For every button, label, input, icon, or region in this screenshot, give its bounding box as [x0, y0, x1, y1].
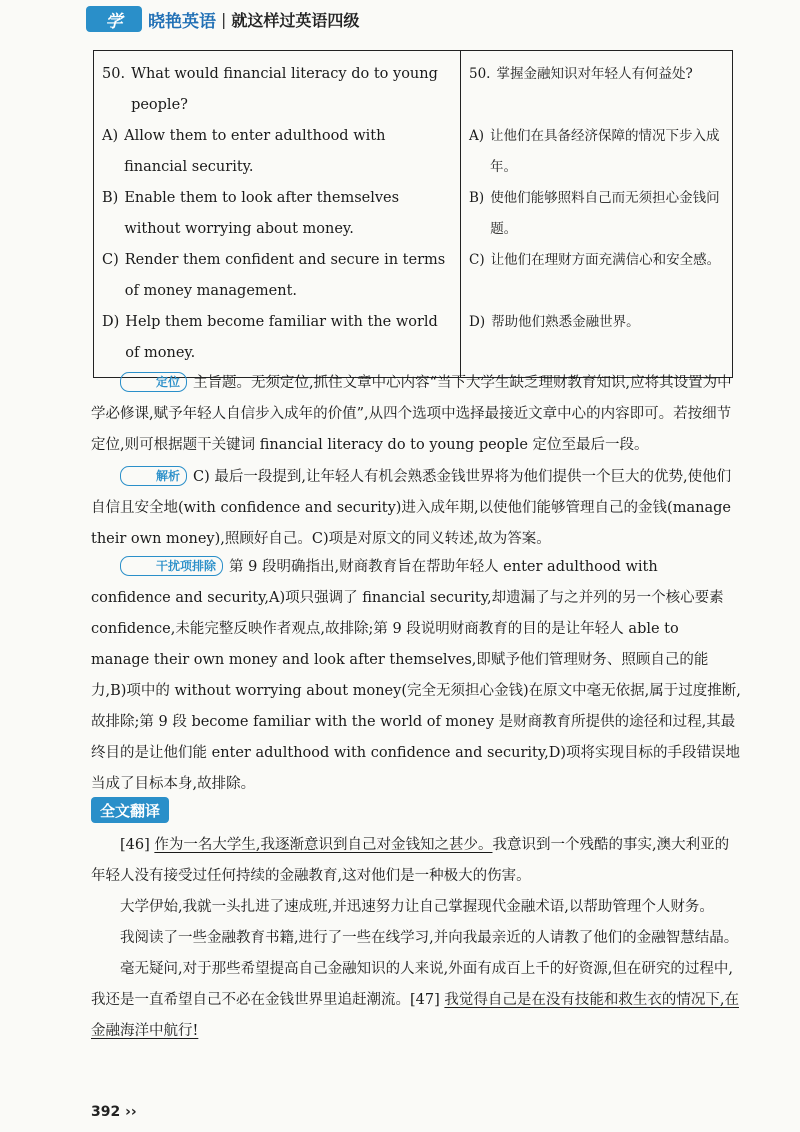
translation-heading: 全文翻译: [91, 797, 169, 823]
question-stem-zh: 50. 掌握金融知识对年轻人有何益处?: [469, 66, 693, 82]
distractor-section: [91, 552, 741, 800]
option-c-zh: C) 让他们在理财方面充满信心和安全感。: [469, 252, 721, 268]
translation-paragraph-2: 大学伊始,我就一头扎进了速成班,并迅速努力让自己掌握现代金融术语,以帮助管理个人财务。: [120, 899, 714, 915]
option-b-en: B) Enable them to look after themselves without worrying about money.: [102, 190, 400, 237]
option-a-en: A) Allow them to enter adulthood with financial security.: [102, 128, 386, 175]
question-chinese: [461, 51, 733, 378]
option-d-en: D) Help them become familiar with the world of money.: [102, 314, 438, 361]
answer-label: C): [193, 469, 210, 485]
translation-paragraph-1: [46] 作为一名大学生,我逐渐意识到自己对金钱知之甚少。我意识到一个残酷的事实,澳大利亚的年轻人没有接受过任何持续的金融教育,这对他们是一种极大的伤害。: [91, 837, 730, 884]
distractor-text: 第 9 段明确指出,财商教育旨在帮助年轻人 enter adulthood with confidence and security,A)项只强调了 financial security,却遗漏了与之并列的另一个核心要素 confidence,未能完整反映作者观点,故排除;第 9 段说明财商教育的目的是让年轻人 able to manage their own money and look after themselves,即赋予他们管理财务、照顾自己的能力,B)项中的 without worrying about money(完全无须担心金钱)在原文中毫无依据,属于过度推断,故排除;第 9 段 become familiar with the world of money 是财商教育所提供的途径和过程,其最终目的是让他们能 enter adulthood with confidence and security,D)项将实现目标的手段错误地当成了目标本身,故排除。: [91, 559, 741, 792]
arrow-icon: ››: [125, 1104, 137, 1120]
book-title: 就这样过英语四级: [231, 10, 360, 30]
translation-paragraph-4: 毫无疑问,对于那些希望提高自己金融知识的人来说,外面有成百上千的好资源,但在研究的过程中,我还是一直希望自己不必在金钱世界里追赶潮流。[47] 我觉得自己是在没有技能和救生衣的情况下,在金融海洋中航行!: [91, 961, 739, 1039]
locate-text: 主旨题。无须定位,抓住文章中心内容“当下大学生缺乏理财教育知识,应将其设置为中学必修课,赋予年轻人自信步入成年的价值”,从四个选项中选择最接近文章中心的内容即可。若按细节定位,则可根据题干关键词 financial literacy do to young people 定位至最后一段。: [91, 375, 732, 453]
analysis-text: 最后一段提到,让年轻人有机会熟悉金钱世界将为他们提供一个巨大的优势,使他们自信且安全地(with confidence and security)进入成年期,以使他们能够管理自己的金钱(manage their own money),照顾好自己。C)项是对原文的同义转述,故为答案。: [91, 469, 732, 547]
option-d-zh: D) 帮助他们熟悉金融世界。: [469, 314, 640, 330]
locate-section: [91, 368, 741, 461]
distractor-tag: 干扰项排除: [120, 556, 223, 576]
translation-paragraph-3: 我阅读了一些金融教育书籍,进行了一些在线学习,并向我最亲近的人请教了他们的金融智慧结晶。: [120, 930, 739, 946]
brand-name: 晓艳英语: [148, 11, 216, 32]
header-separator: |: [221, 9, 227, 29]
analysis-section: [91, 462, 741, 555]
translation-section: [91, 830, 741, 1047]
analysis-tag: 解析: [120, 466, 187, 486]
option-a-zh: A) 让他们在具备经济保障的情况下步入成年。: [469, 128, 720, 175]
option-c-en: C) Render them confident and secure in terms of money management.: [102, 252, 446, 299]
option-b-zh: B) 使他们能够照料自己而无须担心金钱问题。: [469, 190, 720, 237]
logo: 学: [86, 6, 142, 32]
question-english: [94, 51, 461, 378]
question-table: [93, 50, 733, 378]
locate-tag: 定位: [120, 372, 187, 392]
page-header: [0, 0, 800, 38]
page-number: 392 ››: [91, 1104, 137, 1120]
question-stem-en: 50. What would financial literacy do to young people?: [102, 66, 438, 113]
